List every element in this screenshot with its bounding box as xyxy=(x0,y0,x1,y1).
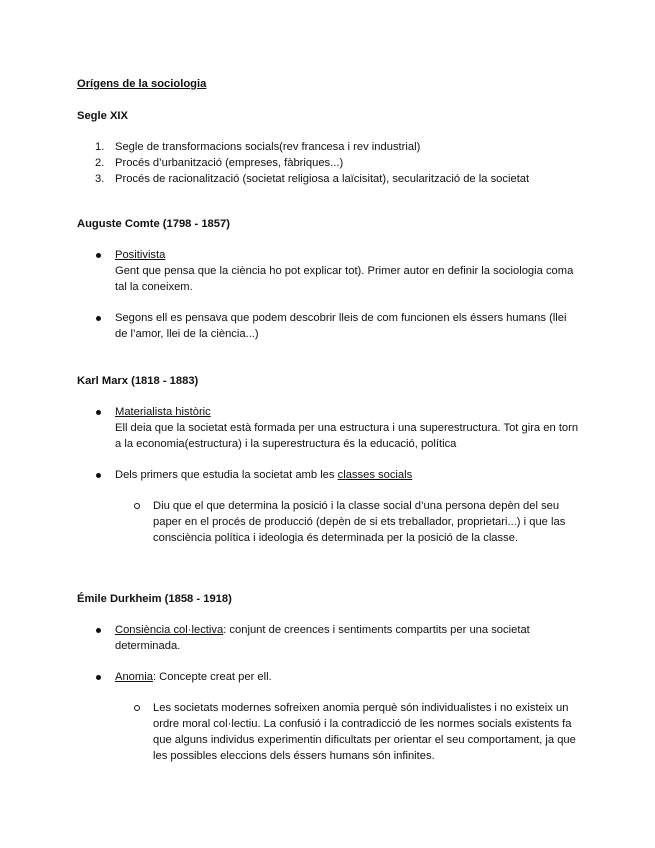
term-anomia: Anomia xyxy=(115,671,153,683)
list-item: 1. Segle de transformacions socials(rev francesa i rev industrial) xyxy=(95,141,421,153)
bullet-icon xyxy=(96,473,101,478)
bullet-icon xyxy=(96,316,101,321)
bullet-icon xyxy=(96,675,101,680)
term-consciencia-collectiva: Consiència col·lectiva xyxy=(115,624,224,636)
section-marx xyxy=(77,373,582,389)
section-heading-durkheim: Émile Durkheim (1858 - 1918) xyxy=(77,593,232,605)
list-item: 3. Procés de racionalització (societat religiosa a laïcisitat), secularització de la societat xyxy=(95,173,530,185)
bullet-icon xyxy=(96,253,101,258)
circle-bullet-icon xyxy=(134,705,140,711)
section-heading-segle: Segle XIX xyxy=(77,110,128,122)
sub-list-item: Les societats modernes sofreixen anomia perquè són individualistes i no existeix un ordre moral col·lectiu. La confusió i la contradicció de les normes socials existents fa que alguns individus experimentin dificultats per orientar el seu comportament, ja que les possibles eleccions dels éssers humans són infinites. xyxy=(77,700,582,764)
section-segle-xix xyxy=(77,108,582,124)
circle-bullet-icon xyxy=(134,503,140,509)
bullet-icon xyxy=(96,410,101,415)
bullet-icon xyxy=(96,628,101,633)
list-item: Positivista Gent que pensa que la ciència ho pot explicar tot). Primer autor en definir la sociologia coma tal la coneixem. xyxy=(77,247,582,295)
section-comte xyxy=(77,216,582,232)
list-item: Materialista històric Ell deia que la societat està formada per una estructura i una superestructura. Tot gira en torn a la economia(estructura) i la superestructura és la educació, política xyxy=(77,404,582,452)
segle-numbered-list xyxy=(77,139,582,187)
term-classes-socials: classes socials xyxy=(337,469,413,481)
section-heading-marx: Karl Marx (1818 - 1883) xyxy=(77,375,199,387)
term-positivista: Positivista xyxy=(115,249,166,261)
list-item: Segons ell es pensava que podem descobrir lleis de com funcionen els éssers humans (llei de l’amor, llei de la ciència...) xyxy=(77,310,582,342)
list-item: Consiència col·lectiva: conjunt de creences i sentiments compartits per una societat determinada. xyxy=(77,622,582,654)
sub-list-item: Diu que el que determina la posició i la classe social d’una persona depèn del seu paper en el procés de producció (depèn de si ets treballador, proprietari...) i que las consciència política i ideologia és determinada per la posició de la classe. xyxy=(77,498,582,546)
section-durkheim xyxy=(77,591,582,607)
term-materialista: Materialista històric xyxy=(115,406,211,418)
list-item: Dels primers que estudia la societat amb les classes socials xyxy=(77,467,582,483)
list-item: Anomia: Concepte creat per ell. xyxy=(77,669,582,685)
list-item: 2. Procés d’urbanització (empreses, fàbriques...) xyxy=(95,157,344,169)
section-heading-comte: Auguste Comte (1798 - 1857) xyxy=(77,218,230,230)
document-title: Orígens de la sociologia xyxy=(77,78,207,90)
